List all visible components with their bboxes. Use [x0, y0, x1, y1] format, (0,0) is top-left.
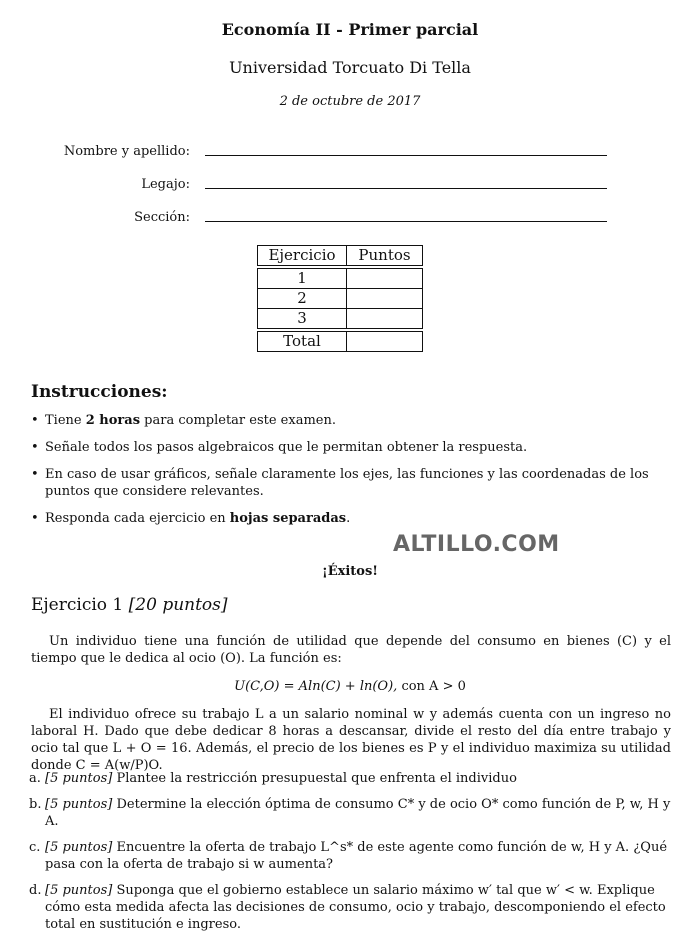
- list-item: • En caso de usar gráficos, señale claramente los ejes, las funciones y las coordenadas de los puntos que considere relevantes.: [31, 467, 649, 499]
- exercise-1-heading: Ejercicio 1 [20 puntos]: [31, 595, 228, 615]
- score-row-label: 2: [258, 289, 347, 309]
- score-total-label: Total: [258, 332, 347, 352]
- university-name: Universidad Torcuato Di Tella: [229, 58, 471, 77]
- score-row-label: 1: [258, 269, 347, 289]
- score-table: [257, 245, 423, 352]
- score-row-label: 3: [258, 309, 347, 329]
- watermark: ALTILLO.COM: [393, 532, 560, 557]
- instructions-list: [31, 412, 671, 537]
- good-luck-text: ¡Éxitos!: [321, 564, 378, 579]
- list-item: • Señale todos los pasos algebraicos que le permitan obtener la respuesta.: [31, 440, 528, 455]
- exercise-1-intro: Un individuo tiene una función de utilidad que depende del consumo en bienes (C) y el tiempo que le dedica al ocio (O). La función es:: [31, 634, 671, 666]
- score-cell: [347, 289, 423, 309]
- utility-formula: U(C,O) = Aln(C) + ln(O), con A > 0: [234, 679, 466, 694]
- list-item: b. [5 puntos] Determine la elección óptima de consumo C* y de ocio O* como función de P, w, H y A.: [29, 797, 671, 829]
- list-item: • Responda cada ejercicio en hojas separadas.: [31, 511, 351, 526]
- instructions-heading: Instrucciones:: [31, 382, 168, 402]
- seccion-line: [205, 221, 607, 222]
- col-ejercicio-header: Ejercicio: [258, 246, 347, 266]
- list-item: a. [5 puntos] Plantee la restricción presupuestal que enfrenta el individuo: [29, 771, 517, 786]
- name-line: [205, 155, 607, 156]
- score-total-cell: [347, 332, 423, 352]
- bullet-icon: •: [31, 440, 39, 455]
- bullet-icon: •: [31, 413, 39, 428]
- score-cell: [347, 309, 423, 329]
- exercise-1-context: El individuo ofrece su trabajo L a un salario nominal w y además cuenta con un ingreso no laboral H. Dado que debe dedicar 8 horas a descansar, divide el resto del día entre trabajo y ocio tal que L + O = 16. Además, el precio de los bienes es P y el individuo maximiza su utilidad donde C = A(w/P)O.: [31, 707, 671, 773]
- name-label: Nombre y apellido:: [63, 144, 190, 159]
- seccion-label: Sección:: [134, 210, 190, 225]
- bullet-icon: •: [31, 467, 39, 482]
- col-puntos-header: Puntos: [347, 246, 423, 266]
- list-item: d. [5 puntos] Suponga que el gobierno establece un salario máximo w′ tal que w′ < w. Explique cómo esta medida afecta las decisiones de consumo, ocio y trabajo, descomponiendo el efecto total en sustitución e ingreso.: [29, 883, 666, 932]
- exam-date: 2 de octubre de 2017: [279, 94, 421, 109]
- list-item: • Tiene 2 horas para completar este examen.: [31, 413, 336, 428]
- exercise-1-items: [31, 770, 671, 942]
- bullet-icon: •: [31, 511, 39, 526]
- score-cell: [347, 269, 423, 289]
- exam-title: Economía II - Primer parcial: [221, 20, 479, 39]
- legajo-label: Legajo:: [141, 177, 190, 192]
- list-item: c. [5 puntos] Encuentre la oferta de trabajo L^s* de este agente como función de w, H y A. ¿Qué pasa con la oferta de trabajo si w aumenta?: [29, 840, 668, 872]
- legajo-line: [205, 188, 607, 189]
